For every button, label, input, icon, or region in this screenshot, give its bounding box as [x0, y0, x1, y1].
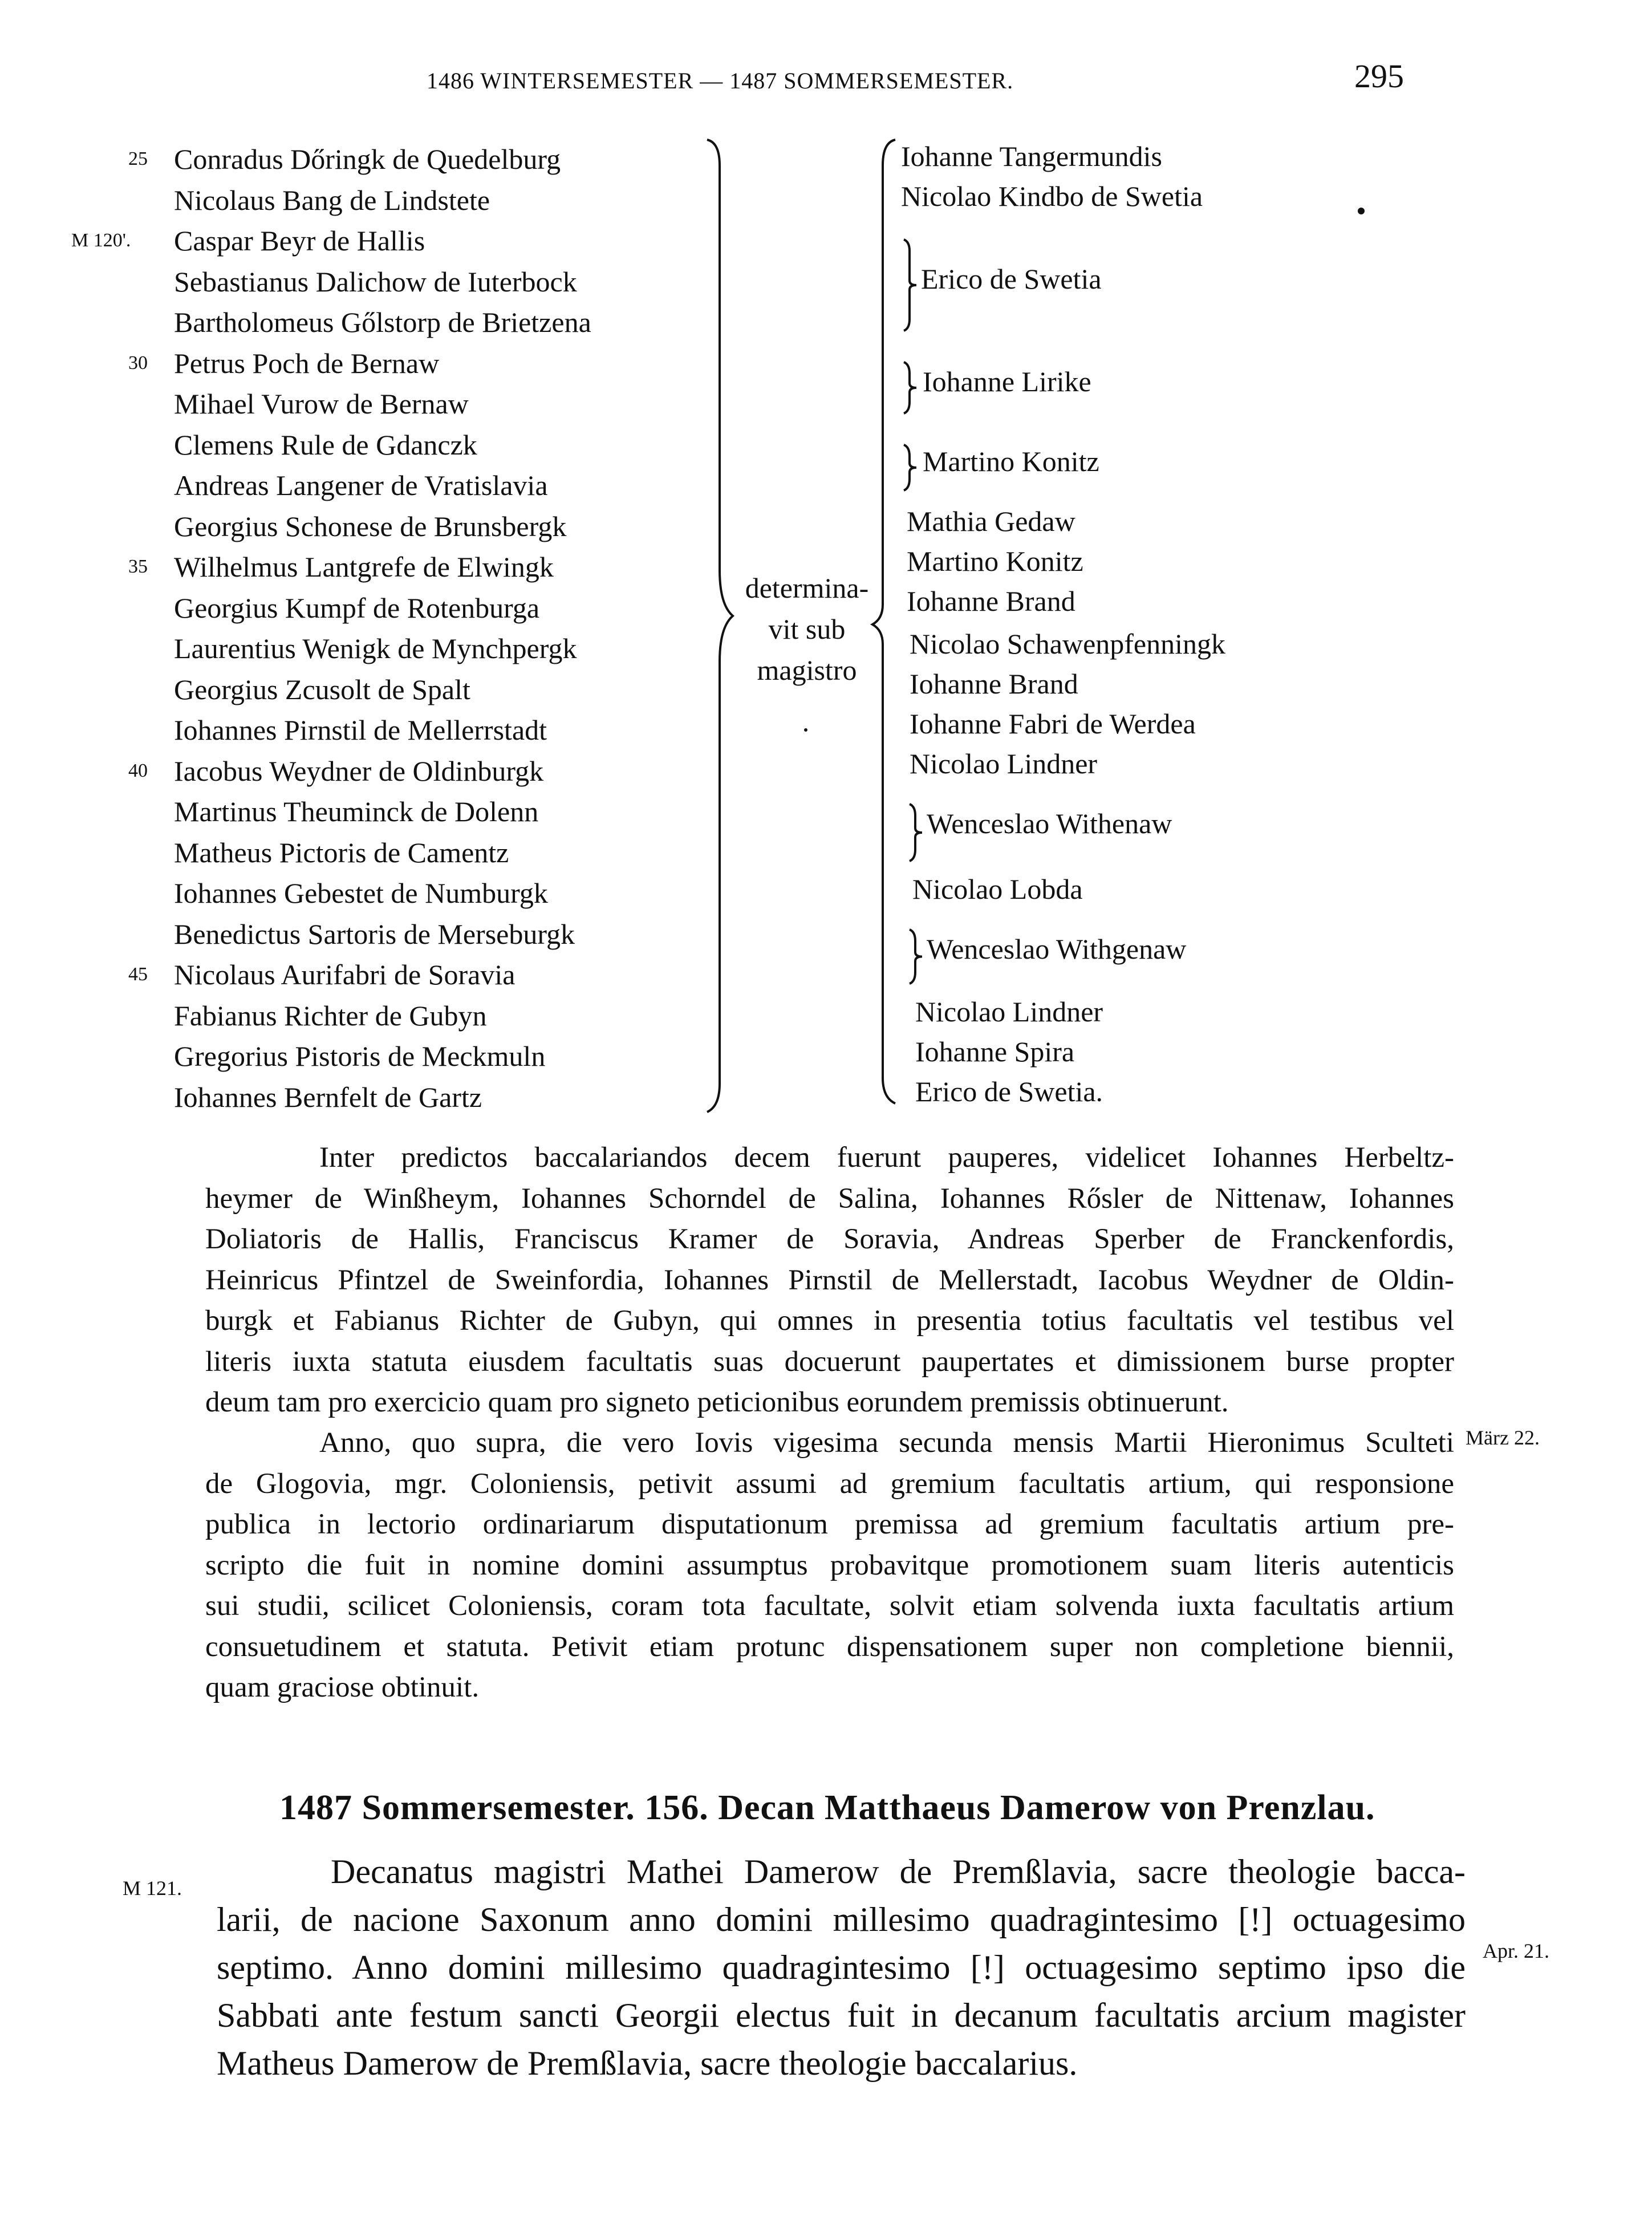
- determinavit-line: magistro: [757, 654, 857, 686]
- determinavit-line: determina-: [745, 572, 869, 604]
- student-name: Iacobus Weydner de Oldinburgk: [174, 754, 544, 787]
- student-name: Benedictus Sartoris de Merseburgk: [174, 918, 575, 950]
- brace-large-left: [707, 140, 733, 1112]
- magister-name: Nicolao Schawenpfenningk: [910, 628, 1226, 660]
- magister-name: Erico de Swetia: [921, 263, 1102, 295]
- text-line: Inter predictos baccalariandos decem fuerunt pauperes, videlicet Iohannes Herbeltz-: [319, 1142, 1454, 1174]
- text-line: Matheus Damerow de Premßlavia, sacre theologie baccalarius.: [217, 2044, 1078, 2082]
- text-line: quam graciose obtinuit.: [205, 1671, 480, 1703]
- line-number: 25: [128, 148, 148, 169]
- magister-name: Nicolao Lobda: [912, 873, 1083, 905]
- magister-name: Iohanne Fabri de Werdea: [910, 708, 1196, 740]
- magister-name: Martino Konitz: [907, 545, 1083, 577]
- student-name: Sebastianus Dalichow de Iuterbock: [174, 265, 577, 298]
- magister-name: Wenceslao Withgenaw: [927, 933, 1187, 965]
- text-line: deum tam pro exercicio quam pro signeto peticionibus eorundem premissis obtinuerunt.: [205, 1386, 1229, 1418]
- student-name: Iohannes Bernfelt de Gartz: [174, 1081, 482, 1113]
- student-name: Laurentius Wenigk de Mynchpergk: [174, 632, 577, 664]
- margin-note-date-2: Apr. 21.: [1483, 1939, 1549, 1962]
- student-name: Petrus Poch de Bernaw: [174, 347, 440, 379]
- text-line: Anno, quo supra, die vero Iovis vigesima secunda mensis Martii Hieronimus Sculteti: [319, 1427, 1454, 1459]
- student-name: Conradus Dőringk de Quedelburg: [174, 143, 561, 175]
- text-line: septimo. Anno domini millesimo quadragintesimo [!] octuagesimo septimo ipso die: [217, 1949, 1466, 1986]
- student-name: Nicolaus Bang de Lindstete: [174, 184, 490, 216]
- brace-small: [904, 445, 916, 490]
- text-line: literis iuxta statuta eiusdem facultatis suas docuerunt paupertates et dimissionem burse propter: [205, 1345, 1454, 1378]
- text-line: scripto die fuit in nomine domini assumptus probavitque promotionem suam literis autenticis: [205, 1549, 1454, 1581]
- magister-name: Nicolao Kindbo de Swetia: [901, 180, 1203, 212]
- line-number: 35: [128, 556, 148, 577]
- text-line: Heinricus Pfintzel de Sweinfordia, Iohannes Pirnstil de Mellerstadt, Iacobus Weydner de Oldin-: [205, 1264, 1454, 1296]
- student-name: Andreas Langener de Vratislavia: [174, 469, 548, 501]
- text-line: heymer de Winßheym, Iohannes Schorndel de Salina, Iohannes Rősler de Nittenaw, Iohannes: [205, 1182, 1454, 1215]
- student-name: Iohannes Pirnstil de Mellerrstadt: [174, 714, 547, 746]
- brace-large-right: [872, 140, 895, 1103]
- brace-small: [904, 362, 916, 413]
- magister-name: Iohanne Brand: [910, 668, 1078, 700]
- page-number: 295: [1354, 58, 1404, 95]
- magister-name: Erico de Swetia.: [915, 1076, 1103, 1107]
- student-name: Nicolaus Aurifabri de Soravia: [174, 959, 516, 991]
- text-line: sui studii, scilicet Coloniensis, coram tota facultate, solvit etiam solvenda iuxta facultatis artium: [205, 1590, 1454, 1622]
- student-name: Fabianus Richter de Gubyn: [174, 999, 487, 1032]
- line-number: 45: [128, 964, 148, 985]
- text-line: de Glogovia, mgr. Coloniensis, petivit assumi ad gremium facultatis artium, qui responsione: [205, 1467, 1454, 1500]
- magister-name: Iohanne Lirike: [923, 366, 1091, 397]
- paragraph-hieronimus: [205, 1423, 1454, 1709]
- text-line: burgk et Fabianus Richter de Gubyn, qui omnes in presentia totius facultatis vel testibus vel: [205, 1305, 1454, 1337]
- student-name: Martinus Theuminck de Dolenn: [174, 796, 539, 827]
- student-name: Georgius Zcusolt de Spalt: [174, 673, 470, 705]
- student-name: Georgius Kumpf de Rotenburga: [174, 591, 540, 624]
- determinavit-line: vit sub: [768, 613, 846, 645]
- dot-mark: [804, 728, 807, 732]
- student-name: Matheus Pictoris de Camentz: [174, 836, 509, 869]
- line-number: 30: [128, 352, 148, 374]
- text-line: publica in lectorio ordinariarum disputationum premissa ad gremium facultatis artium pre-: [205, 1508, 1454, 1540]
- student-name: Clemens Rule de Gdanczk: [174, 428, 477, 461]
- line-number: M 120'.: [71, 230, 131, 251]
- paragraph-pauperes: [205, 1138, 1454, 1423]
- text-line: Sabbati ante festum sancti Georgii electus fuit in decanum facultatis arcium magister: [217, 1996, 1466, 2034]
- student-name: Iohannes Gebestet de Numburgk: [174, 877, 548, 909]
- line-number: 40: [128, 760, 148, 781]
- student-name: Mihael Vurow de Bernaw: [174, 388, 469, 420]
- paragraph-decanatus: [217, 1848, 1466, 2087]
- magister-name: Iohanne Spira: [915, 1036, 1075, 1068]
- magister-name: Mathia Gedaw: [907, 505, 1075, 537]
- student-name: Wilhelmus Lantgrefe de Elwingk: [174, 551, 554, 583]
- running-title: 1486 WINTERSEMESTER — 1487 SOMMERSEMESTER.: [427, 68, 1014, 94]
- text-line: larii, de nacione Saxonum anno domini millesimo quadragintesimo [!] octuagesimo: [217, 1901, 1466, 1938]
- text-line: Decanatus magistri Mathei Damerow de Premßlavia, sacre theologie bacca-: [331, 1853, 1466, 1890]
- student-name: Caspar Beyr de Hallis: [174, 225, 425, 257]
- brace-small: [910, 930, 922, 984]
- text-line: consuetudinem et statuta. Petivit etiam protunc dispensationem super non completione biennii,: [205, 1630, 1454, 1663]
- magister-name: Wenceslao Withenaw: [927, 807, 1172, 839]
- magister-name: Nicolao Lindner: [910, 748, 1098, 780]
- section-heading: 1487 Sommersemester. 156. Decan Matthaeus Damerow von Prenzlau.: [279, 1788, 1375, 1827]
- brace-small: [910, 804, 922, 861]
- text-line: Doliatoris de Hallis, Franciscus Kramer de Soravia, Andreas Sperber de Franckenfordis,: [205, 1223, 1454, 1255]
- magister-name: Iohanne Tangermundis: [901, 140, 1162, 172]
- magister-name: Nicolao Lindner: [915, 996, 1103, 1028]
- margin-note-date-1: März 22.: [1466, 1426, 1540, 1449]
- student-name: Georgius Schonese de Brunsbergk: [174, 510, 567, 542]
- brace-small: [904, 240, 916, 331]
- student-name: Bartholomeus Gőlstorp de Brietzena: [174, 306, 591, 338]
- magister-name: Martino Konitz: [923, 445, 1099, 477]
- magister-name: Iohanne Brand: [907, 585, 1075, 617]
- dot-mark: [1358, 208, 1365, 214]
- student-name: Gregorius Pistoris de Meckmuln: [174, 1040, 546, 1072]
- margin-note-m121: M 121.: [123, 1877, 182, 1900]
